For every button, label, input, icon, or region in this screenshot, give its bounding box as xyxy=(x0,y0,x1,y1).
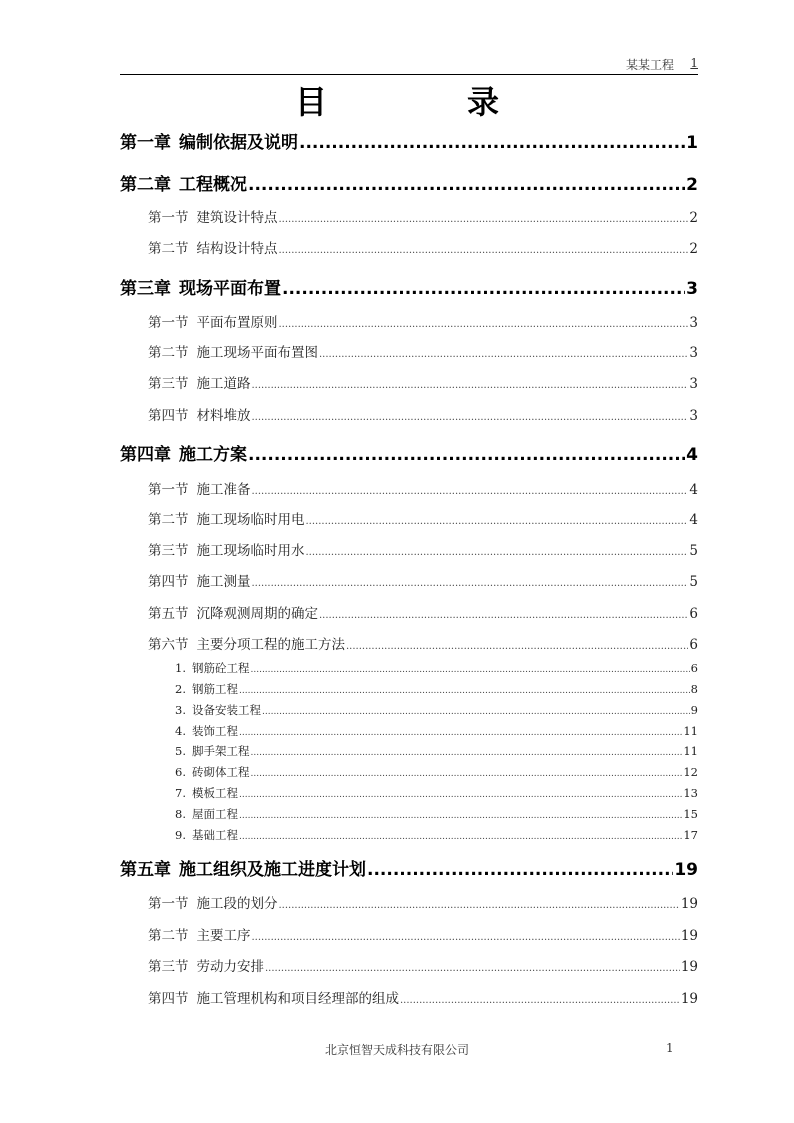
toc-entry-page: 4 xyxy=(689,512,698,528)
toc-entry-page: 6 xyxy=(690,661,698,675)
toc-entry-item[interactable] xyxy=(175,743,698,759)
toc-entry-prefix: 第一章 xyxy=(120,133,171,153)
toc-entry-prefix: 7. xyxy=(175,786,186,800)
toc-entry-prefix: 第二节 xyxy=(148,241,189,257)
toc-entry-prefix: 3. xyxy=(175,703,186,717)
toc-entry-label: 施工现场临时用电 xyxy=(196,512,305,528)
dot-leader xyxy=(279,319,689,330)
toc-entry-page: 11 xyxy=(683,744,698,758)
toc-entry-chapter[interactable] xyxy=(120,855,698,880)
dot-leader xyxy=(265,963,680,974)
footer-page-number: 1 xyxy=(666,1041,674,1055)
dot-leader xyxy=(279,245,689,256)
toc-entry-prefix: 第三节 xyxy=(148,543,189,559)
toc-entry-prefix: 第一节 xyxy=(148,210,189,226)
title-char-2: 录 xyxy=(467,83,500,121)
dot-leader xyxy=(262,707,690,717)
toc-entry-page: 5 xyxy=(689,574,698,590)
toc-entry-label: 模板工程 xyxy=(192,786,238,800)
toc-entry-item[interactable] xyxy=(175,660,698,676)
toc-entry-page: 19 xyxy=(680,991,698,1007)
header-page-number: 1 xyxy=(690,56,698,70)
dot-leader xyxy=(239,811,682,821)
toc-entry-page: 1 xyxy=(686,133,698,153)
toc-entry-section[interactable] xyxy=(148,508,698,528)
toc-entry-page: 11 xyxy=(683,724,698,738)
dot-leader xyxy=(251,748,683,758)
toc-entry-section[interactable] xyxy=(148,237,698,257)
toc-entry-label: 平面布置原则 xyxy=(196,315,278,331)
toc-entry-prefix: 第三节 xyxy=(148,959,189,975)
toc-entry-prefix: 第五节 xyxy=(148,606,189,622)
toc-entry-item[interactable] xyxy=(175,806,698,822)
toc-entry-section[interactable] xyxy=(148,206,698,226)
toc-entry-prefix: 第四节 xyxy=(148,408,189,424)
toc-entry-section[interactable] xyxy=(148,404,698,424)
toc-entry-item[interactable] xyxy=(175,702,698,718)
toc-entry-label: 施工道路 xyxy=(196,376,251,392)
toc-entry-label: 施工准备 xyxy=(196,482,251,498)
toc-entry-label: 施工方案 xyxy=(179,445,247,465)
toc-entry-prefix: 第四章 xyxy=(120,445,171,465)
toc-entry-prefix: 第四节 xyxy=(148,574,189,590)
toc-entry-page: 3 xyxy=(689,408,698,424)
toc-entry-page: 6 xyxy=(689,606,698,622)
toc-entry-label: 施工现场临时用水 xyxy=(196,543,305,559)
toc-entry-prefix: 5. xyxy=(175,744,186,758)
toc-entry-label: 主要工序 xyxy=(196,928,251,944)
toc-entry-page: 6 xyxy=(689,637,698,653)
toc-entry-label: 脚手架工程 xyxy=(192,744,250,758)
toc-entry-section[interactable] xyxy=(148,311,698,331)
dot-leader xyxy=(252,578,689,589)
toc-entry-page: 9 xyxy=(690,703,698,717)
toc-entry-label: 施工测量 xyxy=(196,574,251,590)
dot-leader xyxy=(400,995,680,1006)
dot-leader xyxy=(239,790,682,800)
toc-entry-label: 施工管理机构和项目经理部的组成 xyxy=(196,991,399,1007)
dot-leader xyxy=(251,769,683,779)
toc-entry-prefix: 第三章 xyxy=(120,279,171,299)
toc-entry-label: 劳动力安排 xyxy=(196,959,264,975)
dot-leader xyxy=(252,412,689,423)
toc-entry-label: 现场平面布置 xyxy=(179,279,281,299)
dot-leader xyxy=(279,214,689,225)
toc-entry-prefix: 第一节 xyxy=(148,896,189,912)
toc-entry-label: 施工组织及施工进度计划 xyxy=(179,860,366,880)
toc-entry-page: 13 xyxy=(683,786,698,800)
title-char-1: 目 xyxy=(294,83,327,121)
dot-leader xyxy=(282,279,685,299)
toc-entry-label: 建筑设计特点 xyxy=(196,210,278,226)
toc-entry-page: 8 xyxy=(690,682,698,696)
toc-entry-label: 主要分项工程的施工方法 xyxy=(196,637,345,653)
toc-entry-label: 材料堆放 xyxy=(196,408,251,424)
toc-entry-label: 基础工程 xyxy=(192,828,238,842)
dot-leader xyxy=(299,133,685,153)
dot-leader xyxy=(346,641,688,652)
toc-entry-page: 2 xyxy=(689,210,698,226)
toc-entry-page: 19 xyxy=(680,959,698,975)
toc-entry-chapter[interactable] xyxy=(120,128,698,153)
toc-entry-prefix: 2. xyxy=(175,682,186,696)
toc-entry-prefix: 第五章 xyxy=(120,860,171,880)
toc-entry-label: 砖砌体工程 xyxy=(192,765,250,779)
toc-entry-section[interactable] xyxy=(148,570,698,590)
dot-leader xyxy=(251,665,690,675)
toc-entry-item[interactable] xyxy=(175,827,698,843)
dot-leader xyxy=(252,486,689,497)
page-header xyxy=(120,56,698,75)
dot-leader xyxy=(248,445,685,465)
toc-entry-label: 屋面工程 xyxy=(192,807,238,821)
dot-leader xyxy=(279,900,680,911)
toc-entry-page: 12 xyxy=(683,765,698,779)
toc-entry-label: 结构设计特点 xyxy=(196,241,278,257)
toc-entry-section[interactable] xyxy=(148,372,698,392)
toc-entry-prefix: 第二节 xyxy=(148,512,189,528)
toc-entry-item[interactable] xyxy=(175,764,698,780)
footer-company: 北京恒智天成科技有限公司 xyxy=(324,1043,469,1057)
toc-entry-item[interactable] xyxy=(175,785,698,801)
toc-entry-page: 3 xyxy=(689,315,698,331)
toc-entry-prefix: 6. xyxy=(175,765,186,779)
toc-entry-chapter[interactable] xyxy=(120,440,698,465)
toc-entry-page: 19 xyxy=(680,896,698,912)
toc-entry-label: 施工段的划分 xyxy=(196,896,278,912)
toc-entry-label: 沉降观测周期的确定 xyxy=(196,606,318,622)
toc-entry-prefix: 1. xyxy=(175,661,186,675)
dot-leader xyxy=(367,860,673,880)
toc-entry-label: 施工现场平面布置图 xyxy=(196,345,318,361)
toc-entry-page: 17 xyxy=(683,828,698,842)
toc-entry-page: 3 xyxy=(686,279,698,299)
dot-leader xyxy=(319,349,688,360)
toc-entry-prefix: 第三节 xyxy=(148,376,189,392)
dot-leader xyxy=(239,686,690,696)
toc-entry-chapter[interactable] xyxy=(120,170,698,195)
toc-entry-label: 编制依据及说明 xyxy=(179,133,298,153)
toc-entry-section[interactable] xyxy=(148,892,698,912)
toc-entry-label: 工程概况 xyxy=(179,175,247,195)
toc-entry-prefix: 4. xyxy=(175,724,186,738)
toc-entry-prefix: 8. xyxy=(175,807,186,821)
toc-entry-label: 钢筋工程 xyxy=(192,682,238,696)
toc-entry-page: 2 xyxy=(686,175,698,195)
toc-entry-section[interactable] xyxy=(148,478,698,498)
toc-entry-item[interactable] xyxy=(175,681,698,697)
toc-entry-prefix: 第一节 xyxy=(148,315,189,331)
toc-entry-prefix: 9. xyxy=(175,828,186,842)
dot-leader xyxy=(239,728,682,738)
toc-entry-chapter[interactable] xyxy=(120,274,698,299)
toc-entry-prefix: 第二节 xyxy=(148,345,189,361)
toc-entry-section[interactable] xyxy=(148,924,698,944)
toc-entry-prefix: 第四节 xyxy=(148,991,189,1007)
toc-entry-prefix: 第一节 xyxy=(148,482,189,498)
toc-entry-section[interactable] xyxy=(148,633,698,653)
toc-entry-label: 钢筋砼工程 xyxy=(192,661,250,675)
dot-leader xyxy=(306,547,689,558)
dot-leader xyxy=(248,175,685,195)
toc-entry-item[interactable] xyxy=(175,723,698,739)
toc-entry-section[interactable] xyxy=(148,539,698,559)
toc-entry-label: 设备安装工程 xyxy=(192,703,261,717)
toc-entry-page: 2 xyxy=(689,241,698,257)
header-title: 某某工程 xyxy=(625,58,674,72)
toc-title xyxy=(0,77,794,123)
toc-entry-page: 19 xyxy=(674,860,698,880)
toc-entry-section[interactable] xyxy=(148,955,698,975)
toc-entry-page: 15 xyxy=(683,807,698,821)
toc-entry-page: 4 xyxy=(686,445,698,465)
dot-leader xyxy=(252,380,689,391)
toc-entry-prefix: 第二节 xyxy=(148,928,189,944)
dot-leader xyxy=(319,610,688,621)
dot-leader xyxy=(306,516,689,527)
toc-entry-section[interactable] xyxy=(148,602,698,622)
toc-entry-section[interactable] xyxy=(148,341,698,361)
toc-entry-label: 装饰工程 xyxy=(192,724,238,738)
toc-entry-page: 5 xyxy=(689,543,698,559)
toc-entry-page: 19 xyxy=(680,928,698,944)
dot-leader xyxy=(239,832,682,842)
toc-entry-section[interactable] xyxy=(148,987,698,1007)
toc-entry-page: 4 xyxy=(689,482,698,498)
toc-entry-prefix: 第六节 xyxy=(148,637,189,653)
toc-entry-page: 3 xyxy=(689,345,698,361)
dot-leader xyxy=(252,932,680,943)
toc-entry-page: 3 xyxy=(689,376,698,392)
toc-entry-prefix: 第二章 xyxy=(120,175,171,195)
